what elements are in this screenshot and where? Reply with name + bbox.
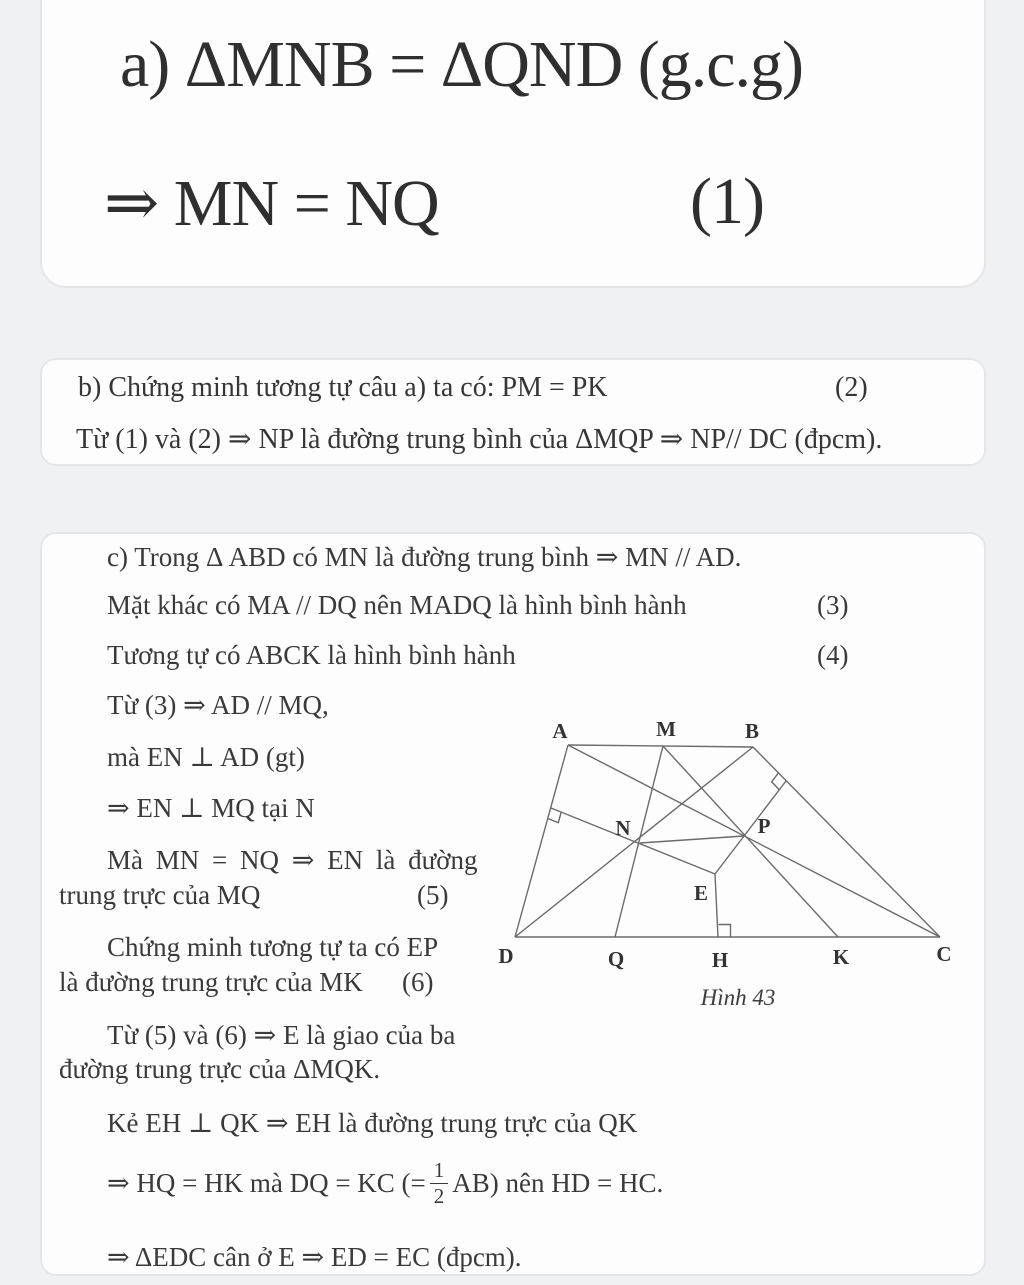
vertex-label-H: H [711, 948, 729, 972]
segment-EH [715, 874, 718, 937]
right-angle-mark-at-H [719, 925, 731, 938]
vertex-label-Q: Q [607, 947, 625, 971]
eq-number-4: (4) [817, 640, 849, 670]
proof-line-c15: ⇒ ΔEDC cân ở E ⇒ ED = EC (đpcm). [107, 1242, 522, 1272]
fraction-denominator: 2 [433, 1183, 445, 1208]
proof-line-b2: Từ (1) và (2) ⇒ NP là đường trung bình của ΔMQP ⇒ NP// DC (đpcm). [76, 424, 883, 455]
segment-BC [753, 747, 940, 937]
vertex-label-N: N [615, 816, 631, 840]
right-angle-mark-on-BC [772, 773, 780, 790]
vertex-label-K: K [832, 945, 850, 969]
proof-line-c8: trung trực của MQ [59, 880, 261, 910]
fraction-numerator: 1 [430, 1160, 449, 1184]
proof-line-c14-pre: ⇒ HQ = HK mà DQ = KC (= [107, 1167, 426, 1198]
proof-line-c9: Chứng minh tương tự ta có EP [107, 932, 439, 962]
eq-number-3: (3) [817, 590, 849, 620]
segment-NP [640, 836, 744, 843]
proof-line-c2: Mặt khác có MA // DQ nên MADQ là hình bình hành [107, 590, 687, 620]
eq-number-6: (6) [402, 967, 434, 997]
vertex-label-A: A [552, 719, 568, 743]
proof-line-c11: Từ (5) và (6) ⇒ E là giao của ba [107, 1020, 456, 1050]
geometry-figure-hinh-43 [480, 700, 1000, 1030]
proof-line-c10: là đường trung trực của MK [59, 967, 363, 997]
right-angle-mark-on-AD [548, 812, 561, 823]
proof-line-c7: Mà MN = NQ ⇒ EN là đường [107, 845, 478, 875]
vertex-label-E: E [693, 881, 709, 905]
proof-line-c12: đường trung trực của ΔMQK. [59, 1054, 381, 1084]
eq-number-2: (2) [835, 372, 868, 403]
figure-caption: Hình 43 [700, 985, 776, 1010]
segment-AD [515, 745, 568, 937]
proof-line-c4: Từ (3) ⇒ AD // MQ, [107, 690, 329, 720]
proof-line-c3: Tương tự có ABCK là hình bình hành [107, 640, 516, 670]
segment-AB [568, 745, 753, 747]
vertex-label-C: C [936, 942, 952, 966]
solution-card-b [40, 358, 986, 466]
vertex-label-P: P [757, 814, 771, 838]
proof-line-c6: ⇒ EN ⊥ MQ tại N [107, 793, 315, 823]
eq-number-5: (5) [417, 880, 449, 910]
proof-line-c14-post: AB) nên HD = HC. [452, 1167, 664, 1198]
eq-number-1: (1) [690, 165, 764, 238]
proof-line-c1: c) Trong Δ ABD có MN là đường trung bình ⇒ MN // AD. [107, 542, 742, 572]
vertex-label-B: B [744, 719, 760, 743]
proof-line-a2: ⇒ MN = NQ [104, 167, 439, 240]
proof-line-c5: mà EN ⊥ AD (gt) [107, 742, 305, 772]
proof-line-c14 [107, 1146, 663, 1220]
segment-AC [568, 745, 940, 937]
vertex-label-M: M [656, 717, 676, 741]
solution-card-a [40, 0, 986, 288]
proof-line-a1: a) ΔMNB = ΔQND (g.c.g) [120, 28, 803, 101]
proof-line-b1: b) Chứng minh tương tự câu a) ta có: PM = PK [78, 372, 608, 403]
one-half-fraction [430, 1157, 449, 1208]
vertex-label-D: D [498, 944, 514, 968]
segment-MK [663, 746, 838, 937]
proof-line-c13: Kẻ EH ⊥ QK ⇒ EH là đường trung trực của QK [107, 1108, 638, 1138]
segment-EP-perpendicular-BC [715, 781, 786, 874]
